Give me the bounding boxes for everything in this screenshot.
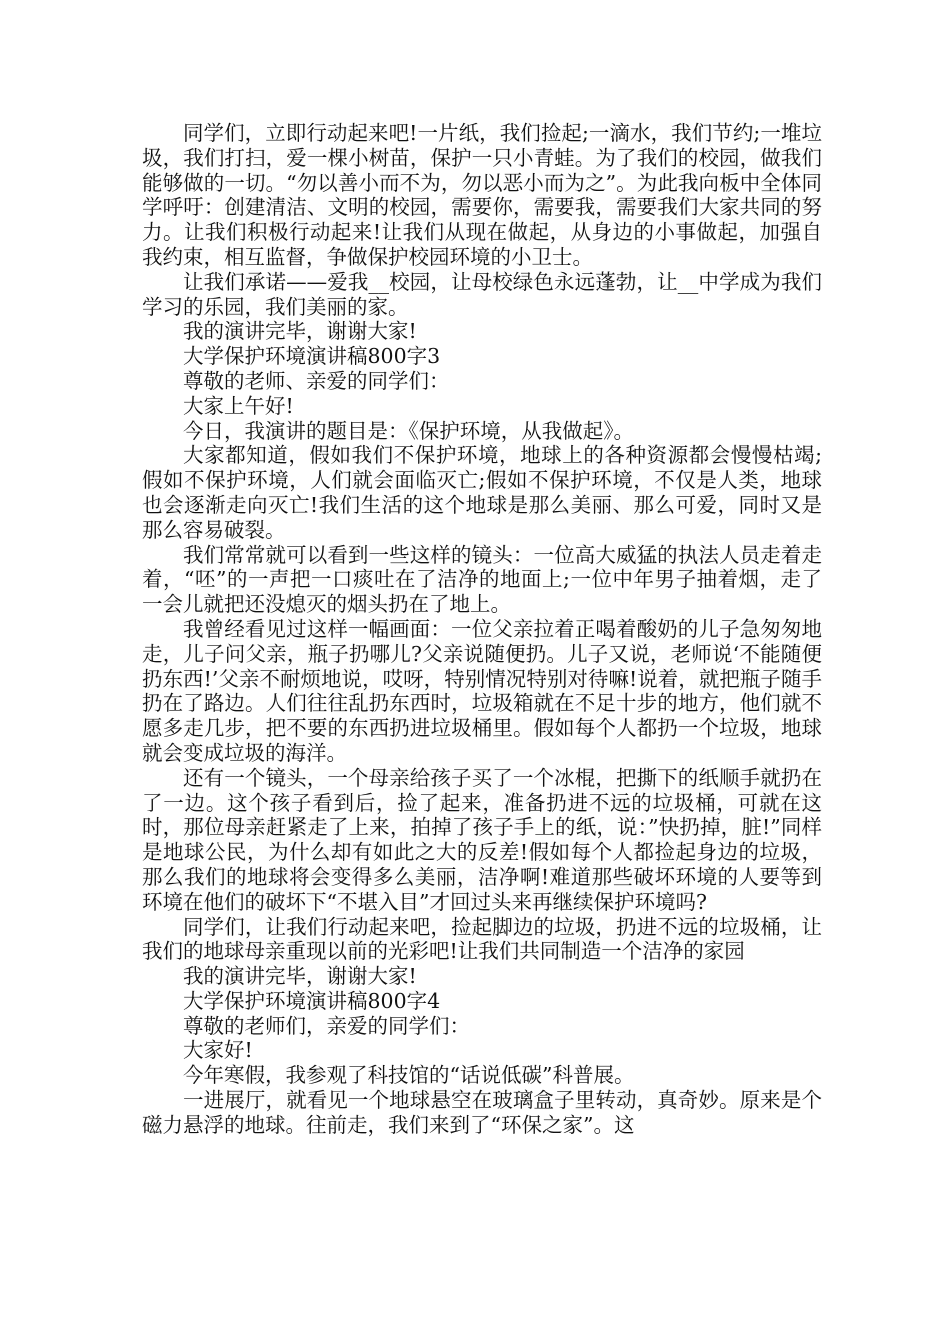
paragraph-greeting: 大家好! — [183, 1038, 253, 1063]
paragraph-salutation: 尊敬的老师们，亲爱的同学们： — [183, 1013, 470, 1038]
paragraph-greeting: 大家上午好! — [183, 393, 294, 418]
paragraph-topic: 今日，我演讲的题目是：《保护环境，从我做起》。 — [183, 418, 634, 443]
section-heading-speech-3: 大学保护环境演讲稿800字3 — [183, 344, 441, 369]
paragraph-body: 还有一个镜头，一个母亲给孩子买了一个冰棍，把撕下的纸顺手就扔在了一边。这个孩子看到后，捡了起来，准备扔进不远的垃圾桶，可就在这时，那位母亲赶紧走了上来，拍掉了孩子手上的纸，说：”快扔掉，脏!”同样是地球公民，为什么却有如此之大的反差!假如每个人都捡起身边的垃圾，那么我们的地球将会变得多么美丽，洁净啊!难道那些破坏环境的人要等到环境在他们的破坏下“不堪入目”才回过头来再继续保护环境吗? — [142, 765, 822, 914]
paragraph-closing: 我的演讲完毕，谢谢大家! — [183, 319, 417, 344]
paragraph-salutation: 尊敬的老师、亲爱的同学们： — [183, 368, 450, 393]
paragraph-body: 今年寒假，我参观了科技馆的“话说低碳”科普展。 — [183, 1063, 635, 1088]
section-heading-speech-4: 大学保护环境演讲稿800字4 — [183, 988, 441, 1013]
document-body — [142, 121, 822, 1138]
paragraph-closing: 我的演讲完毕，谢谢大家! — [183, 964, 417, 989]
paragraph-body: 我们常常就可以看到一些这样的镜头：一位高大威猛的执法人员走着走着，“呸”的一声把一口痰吐在了洁净的地面上;一位中年男子抽着烟，走了一会儿就把还没熄灭的烟头扔在了地上。 — [142, 542, 822, 617]
paragraph-body: 大家都知道，假如我们不保护环境，地球上的各种资源都会慢慢枯竭;假如不保护环境，人们就会面临灭亡;假如不保护环境，不仅是人类，地球也会逐渐走向灭亡!我们生活的这个地球是那么美丽、那么可爱，同时又是那么容易破裂。 — [142, 443, 822, 542]
paragraph-body: 我曾经看见过这样一幅画面：一位父亲拉着正喝着酸奶的儿子急匆匆地走，儿子问父亲，瓶子扔哪儿?父亲说随便扔。儿子又说，老师说‘不能随便扔东西!’父亲不耐烦地说，哎呀，特别情况特别对待嘛!说着，就把瓶子随手扔在了路边。人们往往乱扔东西时，垃圾箱就在不足十步的地方，他们就不愿多走几步，把不要的东西扔进垃圾桶里。假如每个人都扔一个垃圾，地球就会变成垃圾的海洋。 — [142, 616, 822, 765]
paragraph-pledge: 让我们承诺——爱我__校园，让母校绿色永远蓬勃，让__中学成为我们学习的乐园，我们美丽的家。 — [142, 269, 822, 319]
paragraph-body: 一进展厅，就看见一个地球悬空在玻璃盒子里转动，真奇妙。原来是个磁力悬浮的地球。往前走，我们来到了“环保之家”。这 — [142, 1088, 822, 1137]
paragraph-call-to-action: 同学们，立即行动起来吧!一片纸，我们捡起;一滴水，我们节约;一堆垃圾，我们打扫，爱一棵小树苗，保护一只小青蛙。为了我们的校园，做我们能够做的一切。“勿以善小而不为，勿以恶小而为之”。为此我向板中全体同学呼吁：创建清洁、文明的校园，需要你，需要我，需要我们大家共同的努力。让我们积极行动起来!让我们从现在做起，从身边的小事做起，加强自我约束，相互监督，争做保护校园环境的小卫士。 — [142, 121, 822, 269]
paragraph-call-to-action: 同学们，让我们行动起来吧，捡起脚边的垃圾，扔进不远的垃圾桶，让我们的地球母亲重现以前的光彩吧!让我们共同制造一个洁净的家园 — [142, 914, 822, 964]
